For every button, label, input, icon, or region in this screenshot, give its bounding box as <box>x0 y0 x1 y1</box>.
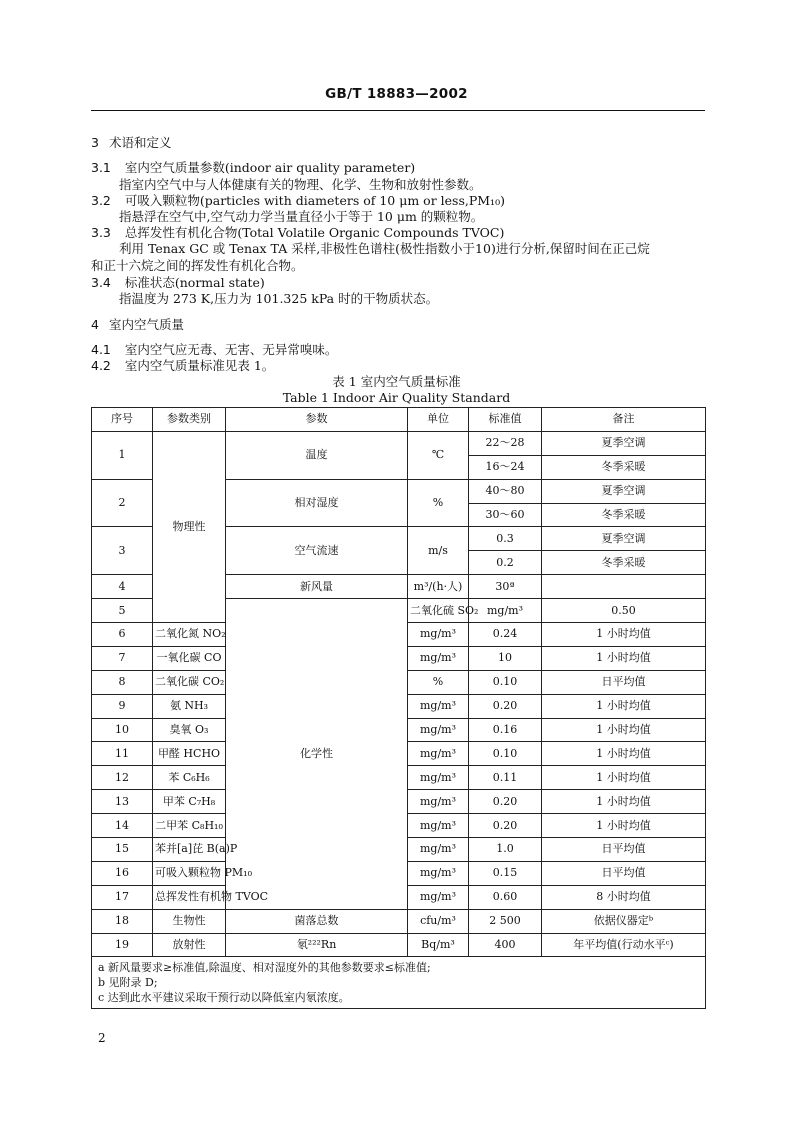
section-4-heading: 4 室内空气质量 <box>91 317 184 332</box>
air-quality-table <box>91 407 706 1009</box>
definition-3-3-cont: 和正十六烷之间的挥发性有机化合物。 <box>91 258 304 273</box>
table-row: 11 甲醛 HCHO mg/m³ 0.10 1 小时均值 <box>92 742 706 766</box>
definition-3-1: 指室内空气中与人体健康有关的物理、化学、生物和放射性参数。 <box>119 177 482 192</box>
table-notes-row <box>92 957 706 1009</box>
category-radioactive: 放射性 <box>153 933 226 957</box>
table-notes <box>92 957 706 1009</box>
table-row: 10 臭氧 O₃ mg/m³ 0.16 1 小时均值 <box>92 718 706 742</box>
note-a: a 新风量要求≥标准值,除温度、相对湿度外的其他参数要求≤标准值; <box>98 961 431 975</box>
table-row: 14 二甲苯 C₈H₁₀ mg/m³ 0.20 1 小时均值 <box>92 814 706 838</box>
term-3-4: 3.4 标准状态(normal state) <box>91 275 265 290</box>
page-header: GB/T 18883—2002 <box>325 86 468 102</box>
table-row: 4 新风量 m³/(h·人) 30ª <box>92 575 706 599</box>
col-header-no: 序号 <box>92 408 153 432</box>
col-header-remark: 备注 <box>542 408 706 432</box>
table-row: 0.2 冬季采暖 <box>92 551 706 575</box>
table-row: 1 物理性 温度 ℃ 22～28 夏季空调 <box>92 431 706 455</box>
table-row: 7 一氧化碳 CO mg/m³ 10 1 小时均值 <box>92 646 706 670</box>
table-header-row <box>92 408 706 432</box>
table-row: 16 可吸入颗粒物 PM₁₀ mg/m³ 0.15 日平均值 <box>92 861 706 885</box>
table-row: 19 放射性 氡²²²Rn Bq/m³ 400 年平均值(行动水平ᶜ) <box>92 933 706 957</box>
note-b: b 见附录 D; <box>98 976 158 990</box>
col-header-category: 参数类别 <box>153 408 226 432</box>
category-chemical: 化学性 <box>226 599 408 910</box>
term-3-3: 3.3 总挥发性有机化合物(Total Volatile Organic Compounds TVOC) <box>91 225 505 240</box>
table-row: 15 苯并[a]芘 B(a)P mg/m³ 1.0 日平均值 <box>92 838 706 862</box>
definition-3-4: 指温度为 273 K,压力为 101.325 kPa 时的干物质状态。 <box>119 291 439 306</box>
header-rule <box>91 110 705 111</box>
definition-3-3: 利用 Tenax GC 或 Tenax TA 采样,非极性色谱柱(极性指数小于10)进行分析,保留时间在正己烷 <box>119 241 650 256</box>
table-row: 3 空气流速 m/s 0.3 夏季空调 <box>92 527 706 551</box>
col-header-standard: 标准值 <box>469 408 542 432</box>
table-row: 13 甲苯 C₇H₈ mg/m³ 0.20 1 小时均值 <box>92 790 706 814</box>
table-row: 5 化学性 二氧化硫 SO₂ mg/m³ 0.50 <box>92 599 706 623</box>
term-3-1: 3.1 室内空气质量参数(indoor air quality parameter) <box>91 160 416 175</box>
category-biological: 生物性 <box>153 909 226 933</box>
table-caption-en: Table 1 Indoor Air Quality Standard <box>282 390 511 405</box>
table-row: 18 生物性 菌落总数 cfu/m³ 2 500 依据仪器定ᵇ <box>92 909 706 933</box>
table-caption-cn: 表 1 室内空气质量标准 <box>332 374 461 389</box>
clause-4-1: 4.1 室内空气应无毒、无害、无异常嗅味。 <box>91 342 338 357</box>
table-row: 12 苯 C₆H₆ mg/m³ 0.11 1 小时均值 <box>92 766 706 790</box>
table-row: 6 二氧化氮 NO₂ mg/m³ 0.24 1 小时均值 <box>92 623 706 647</box>
table-row: 8 二氧化碳 CO₂ % 0.10 日平均值 <box>92 670 706 694</box>
note-c: c 达到此水平建议采取干预行动以降低室内氡浓度。 <box>98 991 350 1005</box>
col-header-unit: 单位 <box>408 408 469 432</box>
definition-3-2: 指悬浮在空气中,空气动力学当量直径小于等于 10 μm 的颗粒物。 <box>119 209 484 224</box>
table-row: 17 总挥发性有机物 TVOC mg/m³ 0.60 8 小时均值 <box>92 885 706 909</box>
category-physical: 物理性 <box>153 431 226 622</box>
page-number: 2 <box>98 1031 106 1045</box>
section-3-heading: 3 术语和定义 <box>91 135 172 150</box>
clause-4-2: 4.2 室内空气质量标准见表 1。 <box>91 358 275 373</box>
table-row: 9 氨 NH₃ mg/m³ 0.20 1 小时均值 <box>92 694 706 718</box>
table-row: 30～60 冬季采暖 <box>92 503 706 527</box>
col-header-parameter: 参数 <box>226 408 408 432</box>
table-row: 16～24 冬季采暖 <box>92 455 706 479</box>
table-row: 2 相对湿度 % 40～80 夏季空调 <box>92 479 706 503</box>
term-3-2: 3.2 可吸入颗粒物(particles with diameters of 10 μm or less,PM₁₀) <box>91 193 505 208</box>
